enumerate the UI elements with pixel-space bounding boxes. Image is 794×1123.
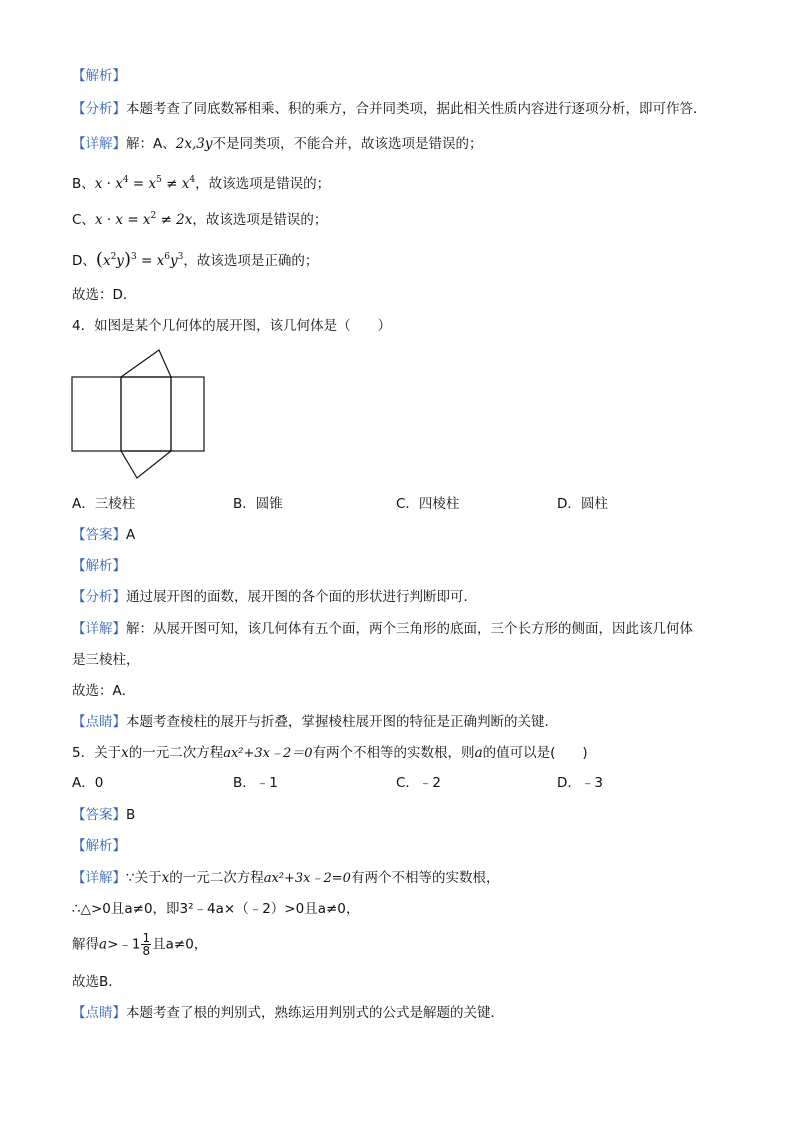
q3-detail-d: D、$(x^2y)^3 = x^6y^3$，故该选项是正确的； [72, 249, 319, 270]
bottom-triangle [121, 451, 171, 478]
q4-option-d: D．圆柱 [557, 496, 608, 512]
q3-choice: 故选：D． [72, 287, 137, 303]
q4-choice: 故选：A． [72, 683, 136, 699]
xiangjie-label: 【详解】 [72, 136, 126, 152]
q4-jiexi: 【解析】 [72, 558, 126, 574]
b-formula: $x \cdot x^4 = x^5 \ne x^4$ [94, 175, 196, 192]
q4-option-a: A．三棱柱 [72, 496, 136, 512]
middle-rectangle [121, 377, 171, 451]
right-rectangle [171, 377, 204, 451]
q5-stem: 5．关于x的一元二次方程ax²+3x﹣2＝0有两个不相等的实数根，则a的值可以是( ) [72, 745, 588, 761]
q5-detail-2: ∴△>0且a≠0，即3²﹣4a×（﹣2）>0且a≠0， [72, 901, 360, 917]
jiexi-label: 【解析】 [72, 68, 126, 84]
c-formula: $x \cdot x = x^2 \ne 2x$ [94, 211, 193, 228]
q5-choice: 故选B． [72, 974, 122, 990]
q4-answer: 【答案】A [72, 527, 136, 543]
q5-jiexi: 【解析】 [72, 838, 126, 854]
left-rectangle [72, 377, 121, 451]
q5-option-c: C．﹣2 [396, 775, 442, 791]
a-expression: 2x,3y [175, 136, 213, 152]
q4-option-c: C．四棱柱 [396, 496, 460, 512]
fenxi-text: 本题考查了同底数幂相乘、积的乘方，合并同类项，据此相关性质内容进行逐项分析，即可作答． [126, 101, 707, 117]
q5-detail-3: 解得a>﹣1 $\frac{1}{8}$ 且a≠0， [72, 931, 208, 958]
q4-option-b: B．圆锥 [233, 496, 283, 512]
net-diagram [70, 347, 210, 481]
q4-detail-2: 是三棱柱， [72, 652, 140, 668]
q5-detail-1: 【详解】∵关于x的一元二次方程ax²+3x﹣2=0有两个不相等的实数根， [72, 870, 500, 886]
q4-analysis: 【分析】通过展开图的面数，展开图的各个面的形状进行判断即可． [72, 589, 477, 605]
q5-option-a: A．0 [72, 775, 104, 791]
fraction: $\frac{1}{8}$ [142, 931, 151, 958]
q5-option-d: D．﹣3 [557, 775, 603, 791]
q5-answer: 【答案】B [72, 807, 136, 823]
top-triangle [121, 350, 171, 377]
q5-option-b: B．﹣1 [233, 775, 278, 791]
d-formula: $(x^2y)^3 = x^6y^3$ [95, 249, 184, 270]
q3-analysis [72, 99, 707, 119]
fenxi-label: 【分析】 [72, 101, 126, 117]
q3-detail-c: C、$x \cdot x = x^2 \ne 2x$，故该选项是错误的； [72, 211, 328, 228]
q4-comment: 【点睛】本题考查棱柱的展开与折叠，掌握棱柱展开图的特征是正确判断的关键． [72, 714, 558, 730]
q4-detail-1: 【详解】解：从展开图可知，该几何体有五个面，两个三角形的底面，三个长方形的侧面，因此该几何体 [72, 621, 693, 637]
q5-comment: 【点睛】本题考查了根的判别式，熟练运用判别式的公式是解题的关键． [72, 1005, 504, 1021]
q3-detail-b: B、$x \cdot x^4 = x^5 \ne x^4$，故该选项是错误的； [72, 175, 331, 192]
q3-detail-a: 【详解】解：A、2x,3y不是同类项，不能合并，故该选项是错误的； [72, 136, 483, 152]
q4-stem: 4．如图是某个几何体的展开图，该几何体是（ ） [72, 318, 392, 334]
